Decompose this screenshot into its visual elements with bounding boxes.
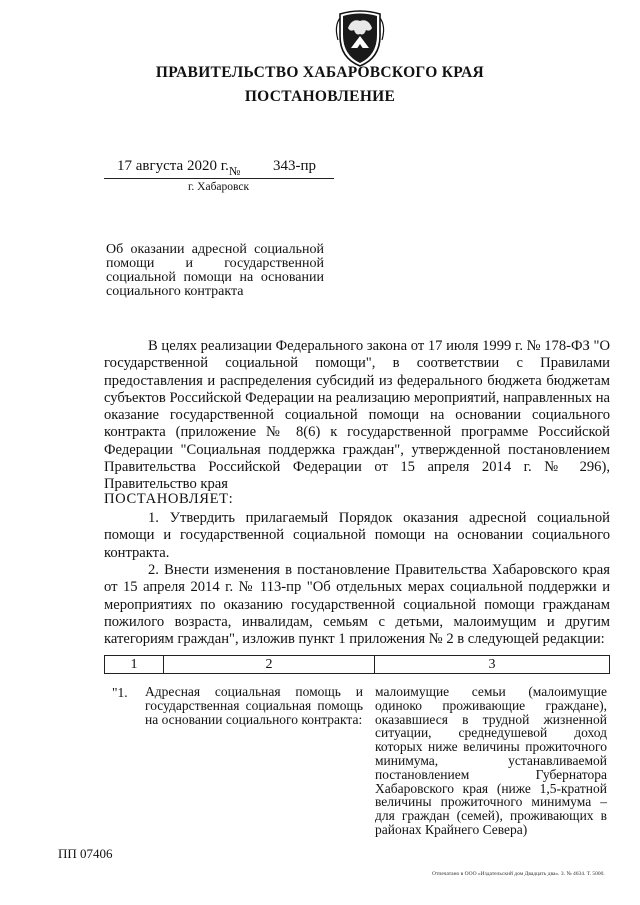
- date-underline: [104, 178, 334, 179]
- row-number: "1.: [112, 685, 128, 700]
- item-2-text: 2. Внести изменения в постановление Правительства Хабаровского края от 15 апреля 2014 г. № 113-пр "Об отдельных мерах социальной поддержки и мероприятиях по оказанию государственной социальной помощи гражданам пожилого возраста, инвалидам, семьям с детьми, малоимущим и другим категориям граждан", изложив пункт 1 приложения № 2 в следующей редакции:: [104, 562, 610, 648]
- column-header-table: [104, 655, 610, 674]
- preamble-text: В целях реализации Федерального закона от 17 июля 1999 г. № 178-ФЗ "О государственной социальной помощи", в соответствии с Правилами предоставления и распределения субсидий из федерального бюджета бюджетам субъектов Российской Федерации на реализацию мероприятий, направленных на оказание государственной социальной помощи на основании социального контракта (приложение № 8(6) к государственной программе Российской Федерации "Социальная поддержка граждан", утвержденной постановлением Правительства Российской Федерации от 15 апреля 2014 г. № 296), Правительство края: [104, 338, 610, 493]
- city: г. Хабаровск: [188, 181, 250, 193]
- row-measure: Адресная социальная помощь и государственная социальная помощь на основании социального контракта:: [145, 684, 363, 727]
- document-code: ПП 07406: [58, 846, 113, 861]
- column-header: 1: [105, 656, 164, 674]
- government-title: ПРАВИТЕЛЬСТВО ХАБАРОВСКОГО КРАЯ: [155, 64, 485, 81]
- coat-of-arms-emblem: [330, 6, 390, 68]
- column-header: 2: [164, 656, 375, 674]
- decree-date: 17 августа 2020 г.: [117, 158, 229, 174]
- table-header-row: [105, 656, 610, 674]
- document-type: ПОСТАНОВЛЕНИЕ: [244, 88, 396, 105]
- printer-imprint: Отпечатано в ООО «Издательский дом Двадцать два». З. № 4634. Т. 5000.: [432, 871, 605, 877]
- item-2: [104, 562, 610, 648]
- column-header: 3: [375, 656, 610, 674]
- item-1-text: 1. Утвердить прилагаемый Порядок оказания адресной социальной помощи и государственной социальной помощи на основании социального контракта.: [104, 510, 610, 561]
- resolves-heading: ПОСТАНОВЛЯЕТ:: [104, 491, 234, 507]
- number-label: №: [229, 164, 241, 178]
- preamble: [104, 338, 610, 494]
- decree-number: 343-пр: [273, 158, 317, 174]
- decree-subject: Об оказании адресной социальной помощи и государственной социальной помощи на основании социального контракта: [106, 242, 324, 299]
- item-1: [104, 510, 610, 562]
- row-recipients: малоимущие семьи (малоимущие одиноко проживающие граждане), оказавшиеся в трудной жизненной ситуации, среднедушевой доход которых ниже величины прожиточного минимума, устанавливаемой постановлением Губернатора Хабаровского края (ниже 1,5-кратной величины прожиточного минимума – для граждан (семей), проживающих в районах Крайнего Севера): [375, 684, 607, 837]
